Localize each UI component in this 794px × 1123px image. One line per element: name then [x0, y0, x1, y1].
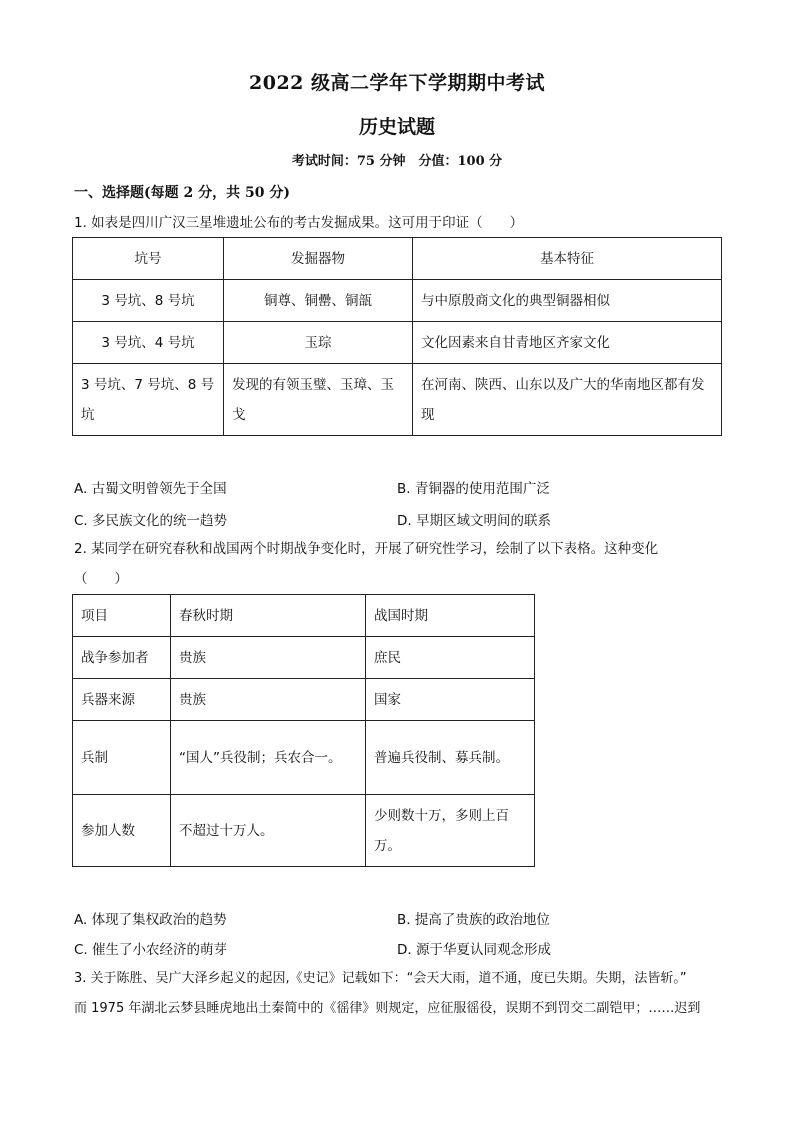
q1-header-cell: 发掘器物	[224, 238, 413, 280]
q2-cell: 普遍兵役制、募兵制。	[366, 721, 535, 795]
q1-option-d[interactable]: D. 早期区域文明间的联系	[397, 513, 551, 529]
q2-cell: 庶民	[366, 637, 535, 679]
q2-stem: 2. 某同学在研究春秋和战国两个时期战争变化时，开展了研究性学习，绘制了以下表格。这种变化	[74, 541, 659, 557]
q1-cell: 铜尊、铜罍、铜瓿	[224, 280, 413, 322]
q1-option-c[interactable]: C. 多民族文化的统一趋势	[74, 513, 228, 529]
q2-option-d[interactable]: D. 源于华夏认同观念形成	[397, 942, 551, 958]
q2-option-c[interactable]: C. 催生了小农经济的萌芽	[74, 942, 228, 958]
q3-line-2: 而 1975 年湖北云梦县睡虎地出土秦简中的《徭律》则规定，应征服徭役，误期不到罚交二副铠甲；……迟到	[74, 1001, 701, 1016]
q1-stem: 1. 如表是四川广汉三星堆遗址公布的考古发掘成果。这可用于印证（ ）	[74, 215, 524, 231]
q1-cell: 发现的有领玉璧、玉璋、玉戈	[224, 364, 413, 436]
exam-info: 考试时间：75 分钟 分值：100 分	[291, 154, 503, 169]
q2-cell: “国人”兵役制；兵农合一。	[171, 721, 366, 795]
q1-option-b[interactable]: B. 青铜器的使用范围广泛	[397, 481, 550, 497]
q1-cell: 玉琮	[224, 322, 413, 364]
q2-header-cell: 春秋时期	[171, 595, 366, 637]
q2-option-a[interactable]: A. 体现了集权政治的趋势	[74, 912, 227, 928]
q1-cell: 在河南、陕西、山东以及广大的华南地区都有发现	[413, 364, 722, 436]
q2-header-cell: 战国时期	[366, 595, 535, 637]
q2-option-b[interactable]: B. 提高了贵族的政治地位	[397, 912, 550, 928]
subject-title: 历史试题	[358, 116, 435, 138]
q2-header-cell: 项目	[73, 595, 171, 637]
q2-table	[72, 594, 535, 867]
section-heading: 一、选择题(每题 2 分，共 50 分)	[74, 185, 290, 201]
q2-cell: 少则数十万，多则上百万。	[366, 795, 535, 867]
q1-header-cell: 基本特征	[413, 238, 722, 280]
q1-option-a[interactable]: A. 古蜀文明曾领先于全国	[74, 481, 227, 497]
q1-cell: 文化因素来自甘青地区齐家文化	[413, 322, 722, 364]
exam-title: 2022 级高二学年下学期期中考试	[249, 72, 545, 94]
q1-cell: 3 号坑、4 号坑	[73, 322, 224, 364]
q2-cell: 贵族	[171, 637, 366, 679]
q1-table	[72, 237, 722, 436]
q2-cell: 兵制	[73, 721, 171, 795]
q1-cell: 3 号坑、7 号坑、8 号坑	[73, 364, 224, 436]
q1-cell: 3 号坑、8 号坑	[73, 280, 224, 322]
q2-cell: 国家	[366, 679, 535, 721]
q1-header-cell: 坑号	[73, 238, 224, 280]
q2-cell: 战争参加者	[73, 637, 171, 679]
q2-stem-paren: （ ）	[74, 571, 128, 587]
q2-cell: 贵族	[171, 679, 366, 721]
q2-cell: 不超过十万人。	[171, 795, 366, 867]
q1-cell: 与中原殷商文化的典型铜器相似	[413, 280, 722, 322]
q2-cell: 参加人数	[73, 795, 171, 867]
q2-cell: 兵器来源	[73, 679, 171, 721]
q3-line-1: 3. 关于陈胜、吴广大泽乡起义的起因,《史记》记载如下：“会天大雨，道不通，度已失期。失期，法皆斩。”	[74, 971, 687, 986]
